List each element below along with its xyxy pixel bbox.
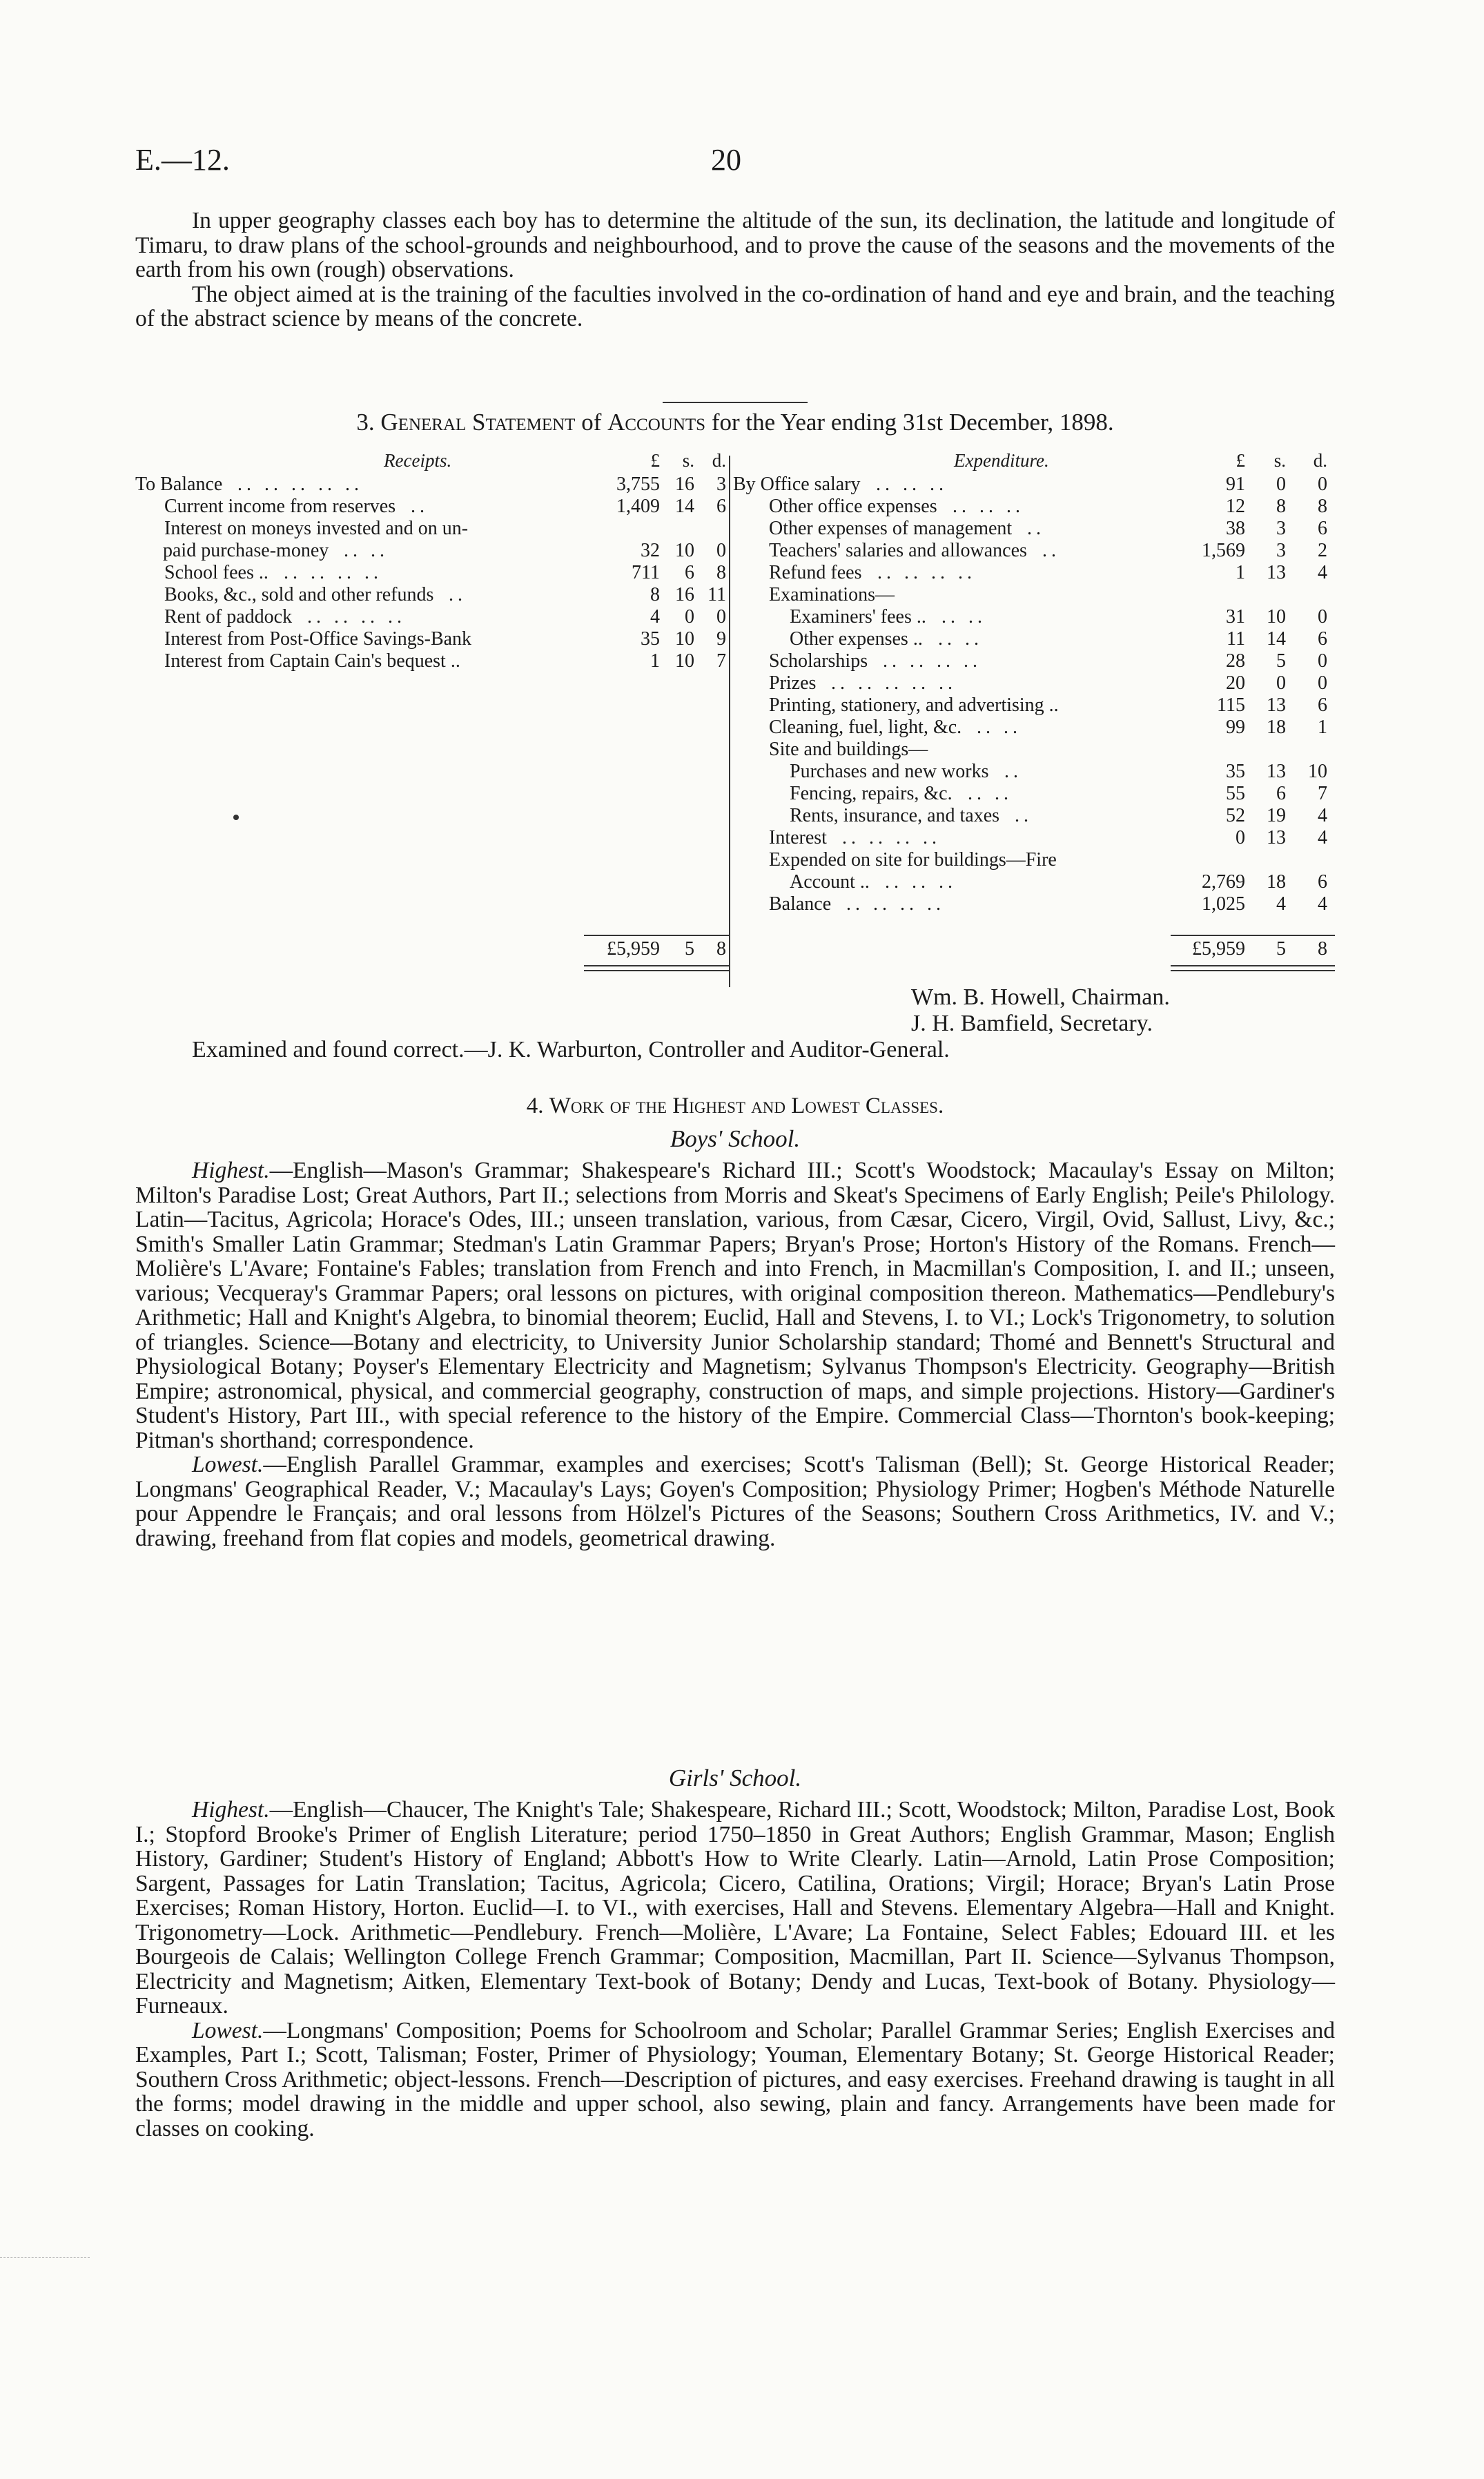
expenditure-row	[733, 783, 1335, 805]
receipts-total-rule	[584, 935, 729, 936]
pounds-cell: 8	[650, 584, 660, 605]
expenditure-row	[733, 761, 1335, 783]
pence-cell: 0	[1318, 650, 1327, 672]
pence-cell: 6	[1318, 871, 1327, 893]
receipt-row	[135, 650, 729, 672]
expenditure-row	[733, 893, 1335, 915]
shillings-cell: 18	[1267, 717, 1286, 738]
shillings-cell: 0	[1276, 474, 1286, 495]
row-label: To Balance	[135, 474, 223, 495]
leader-dots: .. .. .. .. ..	[237, 474, 363, 495]
expenditure-row	[733, 562, 1335, 584]
leader-dots: ..	[411, 496, 429, 517]
chairman-signature: Wm. B. Howell, Chairman.	[911, 984, 1170, 1010]
row-label: Fencing, repairs, &c.	[790, 783, 953, 804]
shillings-cell: 18	[1267, 871, 1286, 893]
expenditure-row	[733, 540, 1335, 562]
expenditure-row	[733, 717, 1335, 739]
leader-dots: ..	[1004, 761, 1022, 782]
pence-cell: 0	[1318, 606, 1327, 628]
row-label: Other office expenses	[769, 496, 937, 517]
expenditure-row	[733, 496, 1335, 518]
shillings-header: s.	[682, 450, 694, 471]
intro-paragraph-2: The object aimed at is the training of the faculties involved in the co-ordination of hand and eye and brain, and the teaching of the abstract science by means of the concrete.	[135, 281, 1335, 331]
receipt-row	[135, 584, 729, 606]
shillings-cell: 3	[1276, 540, 1286, 561]
pence-cell: 6	[1318, 518, 1327, 539]
margin-mark	[0, 2257, 90, 2258]
expenditure-total-rule	[1171, 935, 1335, 936]
shillings-cell: 8	[1276, 496, 1286, 517]
pounds-cell: 38	[1226, 518, 1245, 539]
pence-cell: 10	[1308, 761, 1327, 782]
column-divider	[729, 456, 730, 987]
row-label: Teachers' salaries and allowances	[769, 540, 1027, 561]
girls-school-title: Girls' School.	[668, 1765, 802, 1791]
row-label: Examinations—	[769, 584, 895, 605]
leader-dots: ..	[1015, 805, 1033, 826]
row-label: Cleaning, fuel, light, &c.	[769, 717, 962, 738]
pence-cell: 8	[716, 562, 726, 583]
leader-dots: .. .. .. ..	[842, 827, 941, 848]
expenditure-row	[733, 739, 1335, 761]
girls-lowest-paragraph: Lowest.—Longmans' Composition; Poems for Schoolroom and Scholar; Parallel Grammar Series; English Exercises and Examples, Part I.; Scott, Talisman; Foster, Primer of Physiology; Youman, Elementary Botany; St. George Historical Reader; Southern Cross Arithmetic; object-lessons. French—Description of pictures, and easy exercises. Freehand drawing is taught in all the forms; model drawing in the middle and upper school, also sewing, plain and fancy. Arrangements have been made for classes on cooking.	[135, 2017, 1335, 2141]
pounds-cell: 35	[641, 628, 660, 650]
pounds-cell: 1	[1236, 562, 1245, 583]
row-label: Interest	[769, 827, 827, 848]
row-label: By Office salary	[733, 474, 861, 495]
pence-cell: 4	[1318, 893, 1327, 915]
pounds-cell: 3,755	[616, 474, 660, 495]
pence-cell: 9	[716, 628, 726, 650]
expenditure-row	[733, 871, 1335, 893]
shillings-cell: 6	[1276, 783, 1286, 804]
shillings-cell: 16	[675, 584, 694, 605]
pounds-cell: 0	[1236, 827, 1245, 848]
receipt-row	[135, 474, 729, 496]
pence-cell: 4	[1318, 562, 1327, 583]
row-label: Interest from Captain Cain's bequest ..	[164, 650, 460, 672]
expenditure-total: £5,959 5 8	[1192, 938, 1327, 960]
pounds-cell: 1,569	[1202, 540, 1245, 561]
shillings-cell: 10	[1267, 606, 1286, 628]
pence-cell: 6	[716, 496, 726, 517]
leader-dots: .. .. .. ..	[846, 893, 945, 915]
shillings-cell: 10	[675, 540, 694, 561]
leader-dots: ..	[449, 584, 467, 605]
receipts-column	[135, 450, 729, 672]
pence-cell: 0	[716, 606, 726, 628]
pounds-cell: 711	[632, 562, 660, 583]
pounds-cell: 35	[1226, 761, 1245, 782]
pounds-cell: 12	[1226, 496, 1245, 517]
shillings-cell: 14	[1267, 628, 1286, 650]
shillings-cell: 0	[685, 606, 694, 628]
row-label: paid purchase-money	[163, 540, 329, 561]
row-label: Examiners' fees ..	[790, 606, 926, 628]
shillings-cell: 13	[1267, 827, 1286, 848]
receipts-total: £5,959 5 8	[607, 938, 726, 960]
expenditure-row	[733, 827, 1335, 849]
row-label: Other expenses ..	[790, 628, 923, 650]
shillings-cell: 13	[1267, 562, 1286, 583]
pounds-cell: 1	[650, 650, 660, 672]
girls-school-section	[135, 1798, 1335, 2141]
shillings-cell: 19	[1267, 805, 1286, 826]
shillings-cell: 6	[685, 562, 694, 583]
pounds-cell: 32	[641, 540, 660, 561]
expenditure-row	[733, 606, 1335, 628]
leader-dots: ..	[1027, 518, 1045, 539]
shillings-cell: 0	[1276, 672, 1286, 694]
row-label: Scholarships	[769, 650, 868, 672]
pounds-cell: 99	[1226, 717, 1245, 738]
leader-dots: .. ..	[941, 606, 986, 628]
pence-cell: 8	[1318, 496, 1327, 517]
row-label: Rents, insurance, and taxes	[790, 805, 1000, 826]
intro-paragraph-1: In upper geography classes each boy has to determine the altitude of the sun, its declination, the latitude and longitude of Timaru, to draw plans of the school-grounds and neighbourhood, and to prove the cause of the seasons and the movements of the earth from his own (rough) observations.	[135, 208, 1335, 282]
pounds-cell: 28	[1226, 650, 1245, 672]
shillings-cell: 13	[1267, 761, 1286, 782]
expenditure-row	[733, 849, 1335, 871]
pence-header: d.	[1313, 450, 1327, 471]
row-label: Printing, stationery, and advertising ..	[769, 694, 1059, 716]
work-heading: 4. Work of the Highest and Lowest Classes.	[526, 1093, 944, 1118]
accounts-heading: 3. General Statement of Accounts for the Year ending 31st December, 1898.	[356, 409, 1114, 436]
leader-dots: .. ..	[968, 783, 1013, 804]
expenditure-row	[733, 628, 1335, 650]
leader-dots: .. .. .. .. ..	[831, 672, 957, 694]
pence-cell: 4	[1318, 805, 1327, 826]
leader-dots: .. ..	[938, 628, 983, 650]
shillings-cell: 4	[1276, 893, 1286, 915]
receipts-title: Receipts.	[384, 450, 452, 471]
row-label: Refund fees	[769, 562, 862, 583]
leader-dots: .. .. .. ..	[883, 650, 982, 672]
pounds-cell: 52	[1226, 805, 1245, 826]
row-label: Current income from reserves	[164, 496, 396, 517]
pence-cell: 11	[707, 584, 726, 605]
receipt-row	[135, 518, 729, 540]
expenditure-column	[733, 450, 1335, 915]
boys-highest-paragraph: Highest.—English—Mason's Grammar; Shakespeare's Richard III.; Scott's Woodstock; Macaulay's Essay on Milton; Milton's Paradise Lost; Great Authors, Part II.; selections from Morris and Skeat's Specimens of Early English; Peile's Philology. Latin—Tacitus, Agricola; Horace's Odes, III.; unseen translation, various, from Cæsar, Cicero, Virgil, Ovid, Sallust, Livy, &c.; Smith's Smaller Latin Grammar; Stedman's Latin Grammar Papers; Bryan's Prose; Horton's History of the Romans. French—Molière's L'Avare; Fontaine's Fables; translation from French and into French, in Macmillan's Composition, I. and II.; unseen, various; Vecqueray's Grammar Papers; oral lessons on pictures, with original composition thereon. Mathematics—Pendlebury's Arithmetic; Hall and Knight's Algebra, to binomial theorem; Euclid, Hall and Stevens, I. to VI.; Lock's Trigonometry, to solution of triangles. Science—Botany and electricity, to University Junior Scholarship standard; Thomé and Bennett's Structural and Physiological Botany; Poyser's Elementary Electricity and Magnetism; Sylvanus Thompson's Electricity. Geography—British Empire; astronomical, physical, and commercial geography, construction of maps, and simple projections. History—Gardiner's Student's History, Part III., with special reference to the history of the Empire. Commercial Class—Thornton's book-keeping; Pitman's shorthand; correspondence.	[135, 1158, 1335, 1453]
shillings-header: s.	[1273, 450, 1286, 471]
leader-dots: .. .. .. ..	[877, 562, 976, 583]
pounds-header: £	[1236, 450, 1245, 471]
ink-speck	[233, 815, 239, 820]
leader-dots: .. .. .. ..	[307, 606, 406, 628]
pounds-cell: 55	[1226, 783, 1245, 804]
pounds-header: £	[650, 450, 660, 471]
row-label: Other expenses of management	[769, 518, 1013, 539]
row-label: Expended on site for buildings—Fire	[769, 849, 1057, 871]
pence-cell: 4	[1318, 827, 1327, 848]
expenditure-row	[733, 805, 1335, 827]
row-label: Books, &c., sold and other refunds	[164, 584, 434, 605]
shillings-cell: 5	[1276, 650, 1286, 672]
receipts-double-rule	[584, 965, 729, 971]
leader-dots: ..	[1042, 540, 1060, 561]
shillings-cell: 3	[1276, 518, 1286, 539]
pence-cell: 6	[1318, 628, 1327, 650]
expenditure-double-rule	[1171, 965, 1335, 971]
leader-dots: .. ..	[977, 717, 1022, 738]
row-label: Rent of paddock	[164, 606, 293, 628]
pence-header: d.	[712, 450, 726, 471]
expenditure-rows	[733, 474, 1335, 915]
row-label: Site and buildings—	[769, 739, 928, 760]
row-label: School fees ..	[164, 562, 269, 583]
receipt-row	[135, 540, 729, 562]
row-label: Account ..	[790, 871, 870, 893]
expenditure-row	[733, 672, 1335, 694]
receipts-header	[135, 450, 729, 474]
pounds-cell: 91	[1226, 474, 1245, 495]
leader-dots: .. .. ..	[885, 871, 957, 893]
pence-cell: 0	[1318, 474, 1327, 495]
receipt-row	[135, 628, 729, 650]
expenditure-row	[733, 650, 1335, 672]
expenditure-row	[733, 694, 1335, 717]
pounds-cell: 1,025	[1202, 893, 1245, 915]
receipts-rows	[135, 474, 729, 672]
expenditure-header	[733, 450, 1335, 474]
intro-section	[135, 208, 1335, 331]
row-label: Prizes	[769, 672, 817, 694]
shillings-cell: 10	[675, 650, 694, 672]
pounds-cell: 31	[1226, 606, 1245, 628]
pounds-cell: 20	[1226, 672, 1245, 694]
shillings-cell: 10	[675, 628, 694, 650]
expenditure-title: Expenditure.	[954, 450, 1049, 471]
shillings-cell: 14	[675, 496, 694, 517]
pence-cell: 0	[1318, 672, 1327, 694]
pence-cell: 7	[716, 650, 726, 672]
shillings-cell: 13	[1267, 694, 1286, 716]
leader-dots: .. ..	[344, 540, 389, 561]
pence-cell: 0	[716, 540, 726, 561]
boys-school-title: Boys' School.	[670, 1125, 801, 1152]
boys-school-section	[135, 1158, 1335, 1550]
row-label: Interest from Post-Office Savings-Bank	[164, 628, 472, 650]
secretary-signature: J. H. Bamfield, Secretary.	[911, 1011, 1153, 1036]
leader-dots: .. .. .. ..	[284, 562, 382, 583]
expenditure-row	[733, 474, 1335, 496]
expenditure-row	[733, 518, 1335, 540]
leader-dots: .. .. ..	[876, 474, 948, 495]
pounds-cell: 11	[1227, 628, 1245, 650]
row-label: Purchases and new works	[790, 761, 989, 782]
page-number: 20	[711, 143, 741, 177]
girls-highest-paragraph: Highest.—English—Chaucer, The Knight's Tale; Shakespeare, Richard III.; Scott, Woodstock; Milton, Paradise Lost, Book I.; Stopford Brooke's Primer of English Literature; period 1750–1850 in Great Authors; English Grammar, Mason; English History, Gardiner; Student's History of England; Abbott's How to Write Clearly. Latin—Arnold, Latin Prose Composition; Sargent, Passages for Latin Translation; Tacitus, Agricola; Cicero, Catilina, Orations; Virgil; Horace; Bryan's Latin Prose Exercises; Roman History, Horton. Euclid—I. to VI., with exercises, Hall and Stevens. Elementary Algebra—Hall and Knight. Trigonometry—Lock. Arithmetic—Pendlebury. French—Molière, L'Avare; La Fontaine, Select Fables; Edouard III. et les Bourgeois de Calais; Wellington College French Grammar; Composition, Macmillan, Part II. Science—Sylvanus Thompson, Electricity and Magnetism; Aitken, Elementary Text-book of Botany; Dendy and Lucas, Text-book of Botany. Physiology—Furneaux.	[135, 1797, 1335, 2019]
row-label: Interest on moneys invested and on un-	[164, 518, 469, 539]
pence-cell: 2	[1318, 540, 1327, 561]
pence-cell: 1	[1318, 717, 1327, 738]
pence-cell: 7	[1318, 783, 1327, 804]
receipt-row	[135, 562, 729, 584]
expenditure-row	[733, 584, 1335, 606]
pounds-cell: 115	[1217, 694, 1245, 716]
boys-lowest-paragraph: Lowest.—English Parallel Grammar, examples and exercises; Scott's Talisman (Bell); St. George Historical Reader; Longmans' Geographical Reader, V.; Macaulay's Lays; Goyen's Composition; Physiology Primer; Hogben's Méthode Naturelle pour Appendre le Français; and oral lessons from Hölzel's Pictures of the Seasons; Southern Cross Arithmetics, IV. and V.; drawing, freehand from flat copies and models, geometrical drawing.	[135, 1452, 1335, 1551]
leader-dots: .. .. ..	[953, 496, 1024, 517]
pence-cell: 6	[1318, 694, 1327, 716]
pounds-cell: 2,769	[1202, 871, 1245, 893]
section-divider	[663, 402, 808, 403]
row-label: Balance	[769, 893, 832, 915]
auditor-statement: Examined and found correct.—J. K. Warburton, Controller and Auditor-General.	[192, 1037, 950, 1062]
receipt-row	[135, 606, 729, 628]
shillings-cell: 16	[675, 474, 694, 495]
report-reference: E.—12.	[135, 143, 230, 177]
pounds-cell: 4	[650, 606, 660, 628]
pounds-cell: 1,409	[616, 496, 660, 517]
pence-cell: 3	[716, 474, 726, 495]
receipt-row	[135, 496, 729, 518]
